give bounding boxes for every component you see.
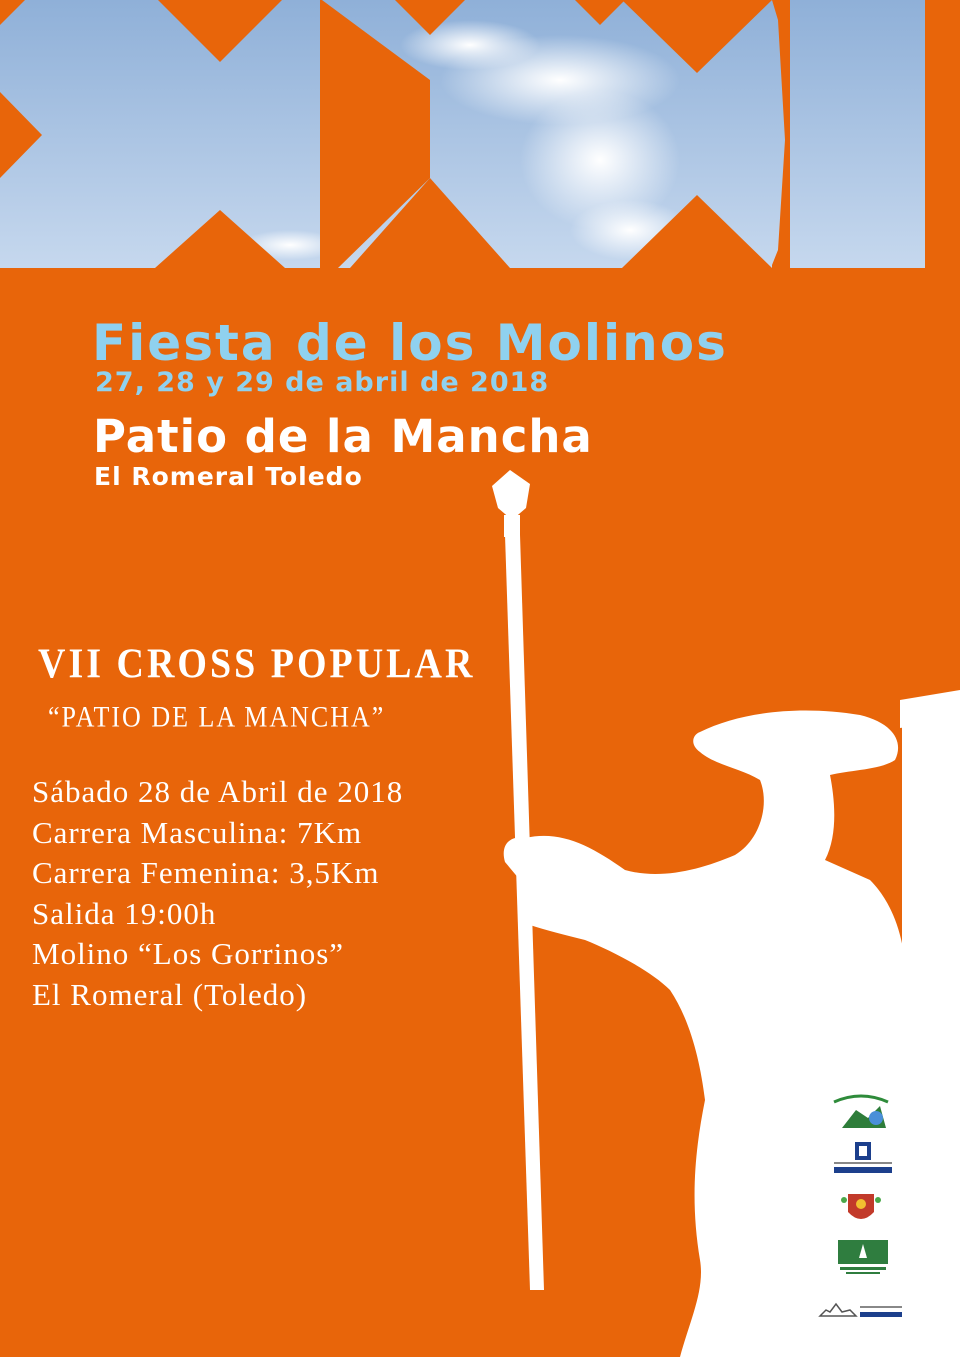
cross-title: VII CROSS POPULAR bbox=[38, 641, 476, 688]
race-town: El Romeral (Toledo) bbox=[32, 976, 308, 1012]
festival-dates: 27, 28 y 29 de abril de 2018 bbox=[95, 367, 550, 398]
cross-subtitle: “PATIO DE LA MANCHA” bbox=[48, 700, 386, 734]
race-men-distance: Carrera Masculina: 7Km bbox=[32, 814, 363, 850]
festival-town: El Romeral Toledo bbox=[94, 462, 363, 491]
festival-title: Fiesta de los Molinos bbox=[92, 314, 728, 372]
race-date: Sábado 28 de Abril de 2018 bbox=[32, 774, 404, 809]
romeral-logo-icon bbox=[828, 1088, 894, 1132]
coat-of-arms-logo-icon bbox=[836, 1190, 886, 1228]
castilla-la-mancha-logo-icon bbox=[828, 1140, 898, 1176]
caja-rural-logo-icon bbox=[836, 1238, 890, 1276]
roman-numeral-xxi bbox=[0, 0, 960, 272]
race-start-place: Molino “Los Gorrinos” bbox=[32, 936, 345, 971]
festival-place: Patio de la Mancha bbox=[93, 410, 593, 463]
race-start-time: Salida 19:00h bbox=[32, 895, 217, 931]
diputacion-toledo-logo-icon bbox=[816, 1292, 906, 1328]
race-details bbox=[32, 772, 403, 1015]
race-women-distance: Carrera Femenina: 3,5Km bbox=[32, 855, 380, 890]
